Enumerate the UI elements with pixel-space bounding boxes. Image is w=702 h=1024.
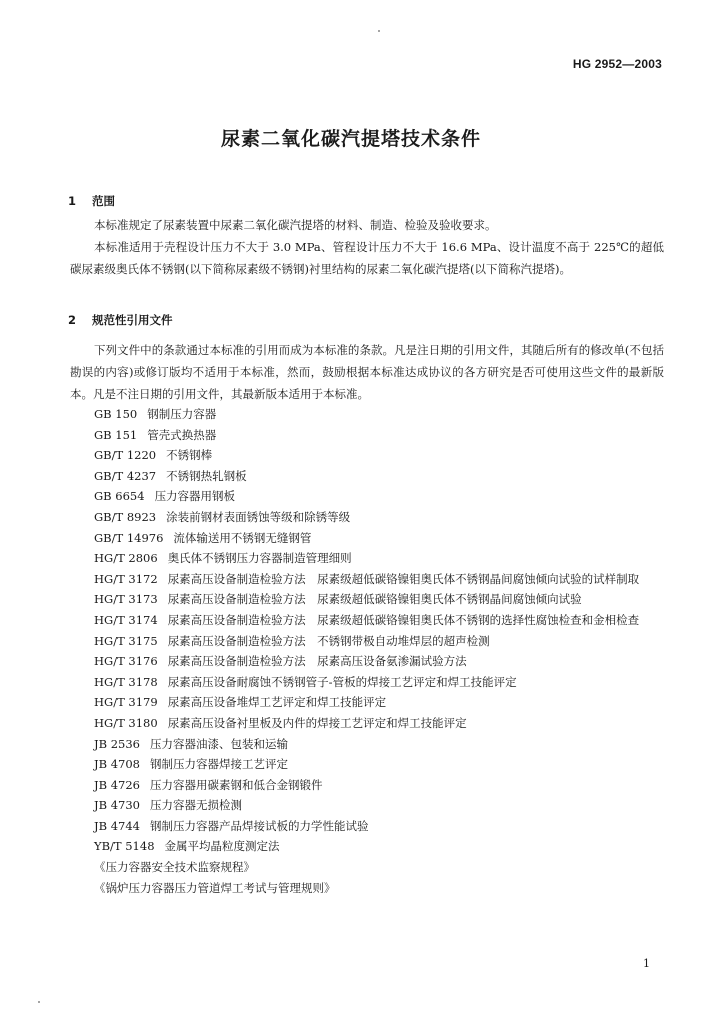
reference-item [70, 631, 668, 652]
reference-title: 压力容器用钢板 [154, 489, 236, 504]
scan-speck [38, 1001, 40, 1003]
reference-title: 管壳式换热器 [147, 427, 217, 442]
reference-item [70, 857, 668, 878]
reference-code: GB/T 14976 [94, 530, 164, 545]
reference-code: HG/T 3176 [94, 654, 158, 669]
reference-item [70, 734, 668, 755]
section-2-heading [68, 312, 173, 328]
reference-title: 尿素高压设备衬里板及内件的焊接工艺评定和焊工技能评定 [167, 715, 467, 730]
reference-code: JB 4730 [94, 798, 140, 813]
reference-code: HG/T 3180 [94, 715, 158, 730]
reference-item [70, 569, 668, 590]
reference-item [70, 486, 668, 507]
reference-item [70, 672, 668, 693]
reference-item [70, 775, 668, 796]
reference-code: HG/T 3173 [94, 592, 158, 607]
reference-title: 涂装前钢材表面锈蚀等级和除锈等级 [166, 509, 351, 524]
reference-code: JB 4708 [94, 757, 140, 772]
section-2-intro: 下列文件中的条款通过本标准的引用而成为本标准的条款。凡是注日期的引用文件，其随后所有的修改单(不包括勘误的内容)或修订版均不适用于本标准，然而，鼓励根据本标准达成协议的各方研究是否可使用这些文件的最新版本。凡是不注日期的引用文件，其最新版本适用于本标准。 [70, 343, 664, 401]
reference-title: 尿素高压设备制造检验方法 不锈钢带极自动堆焊层的超声检测 [167, 633, 490, 648]
reference-code: HG/T 2806 [94, 551, 158, 566]
reference-code: HG/T 3178 [94, 674, 158, 689]
reference-code: HG/T 3172 [94, 571, 158, 586]
reference-title: 流体输送用不锈钢无缝钢管 [173, 530, 312, 545]
standard-number: HG 2952—2003 [572, 57, 662, 71]
reference-item [70, 610, 668, 631]
reference-item [70, 651, 668, 672]
reference-item [70, 589, 668, 610]
reference-title: 尿素高压设备制造检验方法 尿素级超低碳铬镍钼奥氏体不锈钢晶间腐蚀倾向试验的试样制取 [167, 571, 640, 586]
reference-item [70, 816, 668, 837]
reference-item [70, 754, 668, 775]
section-1-number: 1 [68, 194, 77, 208]
reference-code: GB/T 8923 [94, 509, 157, 524]
reference-code: JB 4744 [94, 818, 140, 833]
reference-item [70, 528, 668, 549]
reference-title: 金属平均晶粒度测定法 [164, 839, 280, 854]
reference-code: GB 151 [94, 427, 138, 442]
reference-item [70, 466, 668, 487]
reference-code: GB/T 1220 [94, 448, 157, 463]
section-2-number: 2 [68, 313, 77, 327]
reference-title: 尿素高压设备堆焊工艺评定和焊工技能评定 [167, 695, 387, 710]
reference-title: 《压力容器安全技术监察规程》 [94, 860, 255, 875]
reference-title: 压力容器无损检测 [149, 798, 242, 813]
scan-speck [378, 30, 380, 32]
reference-item [70, 445, 668, 466]
section-1-paragraph-1: 本标准规定了尿素装置中尿素二氧化碳汽提塔的材料、制造、检验及验收要求。 [94, 218, 497, 232]
reference-code: GB 150 [94, 407, 138, 421]
reference-code: YB/T 5148 [94, 839, 155, 854]
reference-code: HG/T 3175 [94, 633, 158, 648]
reference-item [70, 795, 668, 816]
reference-item [70, 548, 668, 569]
reference-title: 钢制压力容器产品焊接试板的力学性能试验 [149, 818, 369, 833]
reference-title: 尿素高压设备制造检验方法 尿素级超低碳铬镍钼奥氏体不锈钢的选择性腐蚀检查和金相检查 [167, 612, 640, 627]
page-title: 尿素二氧化碳汽提塔技术条件 [220, 128, 481, 150]
reference-item [70, 878, 668, 899]
reference-title: 尿素高压设备制造检验方法 尿素高压设备氨渗漏试验方法 [167, 654, 467, 669]
reference-code: HG/T 3174 [94, 612, 158, 627]
reference-list [70, 404, 668, 898]
section-2-title: 规范性引用文件 [92, 313, 173, 327]
reference-item [70, 713, 668, 734]
reference-item [70, 692, 668, 713]
reference-title: 钢制压力容器 [147, 407, 217, 421]
reference-title: 尿素高压设备耐腐蚀不锈钢管子-管板的焊接工艺评定和焊工技能评定 [167, 674, 517, 689]
reference-item [70, 507, 668, 528]
reference-title: 钢制压力容器焊接工艺评定 [149, 757, 288, 772]
section-1-paragraph-2: 本标准适用于壳程设计压力不大于 3.0 MPa、管程设计压力不大于 16.6 MPa、设计温度不高于 225℃的超低碳尿素级奥氏体不锈钢(以下简称尿素级不锈钢)衬里结构的尿素二氧化碳汽提塔(以下简称汽提塔)。 [70, 240, 664, 276]
reference-item [70, 836, 668, 857]
reference-title: 压力容器油漆、包装和运输 [149, 736, 288, 751]
reference-code: GB/T 4237 [94, 468, 157, 483]
reference-item [70, 425, 668, 446]
reference-code: HG/T 3179 [94, 695, 158, 710]
section-1-title: 范围 [92, 194, 115, 208]
reference-code: GB 6654 [94, 489, 145, 504]
reference-title: 《锅炉压力容器压力管道焊工考试与管理规则》 [94, 880, 336, 895]
reference-title: 压力容器用碳素钢和低合金钢锻件 [149, 777, 323, 792]
reference-title: 尿素高压设备制造检验方法 尿素级超低碳铬镍钼奥氏体不锈钢晶间腐蚀倾向试验 [167, 592, 582, 607]
reference-code: JB 2536 [94, 736, 140, 751]
page-number: 1 [643, 957, 650, 970]
reference-item [70, 404, 668, 425]
reference-title: 不锈钢棒 [166, 448, 213, 463]
section-1-heading [68, 193, 115, 209]
reference-title: 不锈钢热轧钢板 [166, 468, 247, 483]
reference-code: JB 4726 [94, 777, 140, 792]
reference-title: 奥氏体不锈钢压力容器制造管理细则 [167, 551, 352, 566]
